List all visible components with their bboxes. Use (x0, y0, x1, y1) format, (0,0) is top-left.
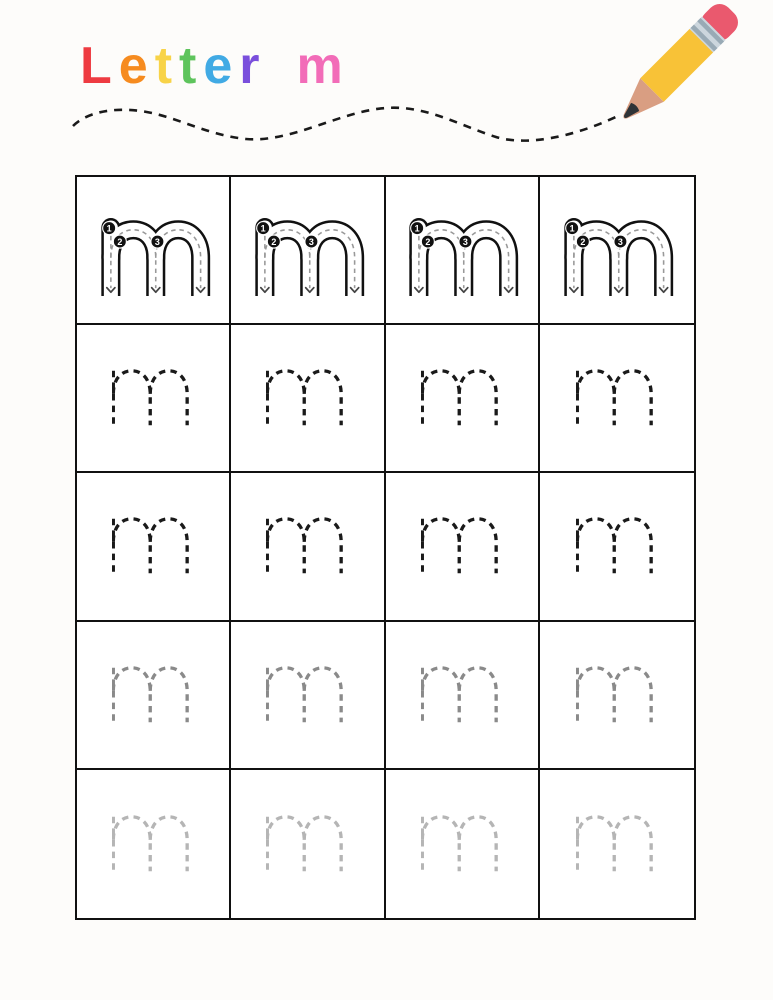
title-letter: t (179, 37, 204, 95)
trace-cell (540, 622, 694, 770)
trace-cell (386, 622, 540, 770)
letter-m-guide (96, 204, 211, 296)
title-letter: m (296, 37, 350, 95)
trace-cell (77, 473, 231, 621)
letter-m-dashed (421, 368, 503, 428)
letter-m-dashed (421, 665, 503, 725)
trace-cell (540, 473, 694, 621)
letter-m-dashed (421, 814, 503, 874)
trace-cell (386, 473, 540, 621)
trace-cell (231, 473, 385, 621)
letter-m-dashed (266, 516, 348, 576)
trace-cell (77, 770, 231, 918)
trace-cell (77, 622, 231, 770)
letter-m-dashed (576, 368, 658, 428)
letter-m-dashed (112, 516, 194, 576)
title-letter: e (203, 37, 240, 95)
letter-m-dashed (576, 814, 658, 874)
letter-m-dashed (576, 665, 658, 725)
squiggle-line (66, 100, 626, 152)
letter-m-dashed (266, 665, 348, 725)
tracing-grid (75, 175, 696, 920)
trace-cell (231, 325, 385, 473)
letter-m-dashed (421, 516, 503, 576)
letter-m-dashed (112, 665, 194, 725)
trace-cell (540, 770, 694, 918)
pencil-icon (605, 0, 749, 137)
trace-cell-guide (77, 177, 231, 325)
page-title (80, 37, 350, 95)
title-letter: e (118, 37, 155, 95)
trace-cell (540, 325, 694, 473)
trace-cell-guide (540, 177, 694, 325)
trace-cell (231, 770, 385, 918)
letter-m-guide (404, 204, 519, 296)
trace-cell-guide (231, 177, 385, 325)
letter-m-dashed (266, 814, 348, 874)
trace-cell (386, 770, 540, 918)
letter-m-dashed (112, 814, 194, 874)
title-letter: t (154, 37, 180, 95)
letter-m-dashed (112, 368, 194, 428)
letter-m-guide (559, 204, 674, 296)
title-letter: L (80, 37, 119, 95)
letter-m-dashed (266, 368, 348, 428)
title-letter: r (239, 37, 267, 95)
trace-cell (77, 325, 231, 473)
trace-cell (386, 325, 540, 473)
trace-cell (231, 622, 385, 770)
letter-m-guide (250, 204, 365, 296)
letter-m-dashed (576, 516, 658, 576)
trace-cell-guide (386, 177, 540, 325)
